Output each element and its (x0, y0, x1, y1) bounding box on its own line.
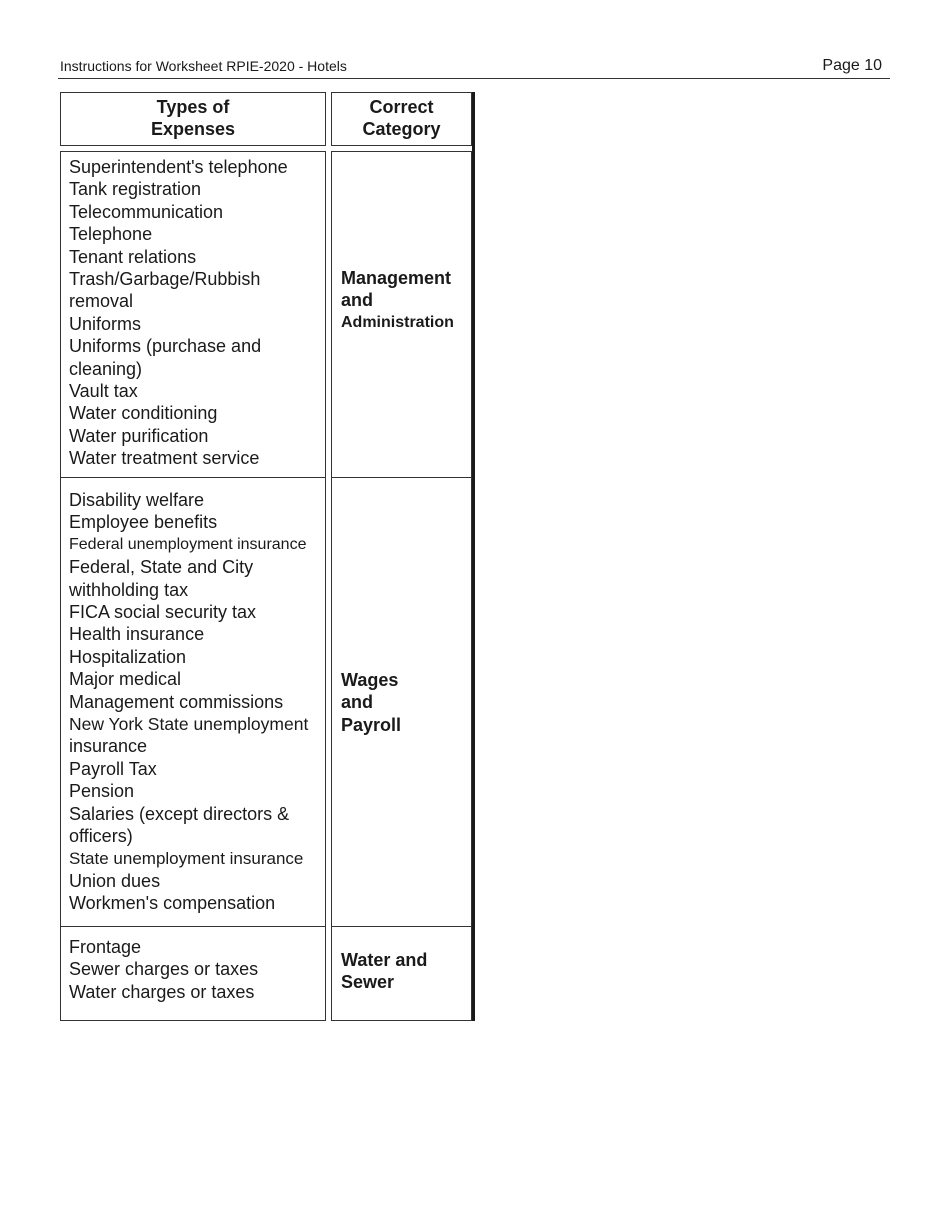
category-line: Management (341, 268, 452, 288)
expense-item: Tank registration (69, 179, 202, 200)
category-line: Administration (341, 313, 454, 331)
expense-item: Water charges or taxes (69, 981, 255, 1002)
column-header-correct-category (331, 92, 472, 146)
expense-item: Superintendent's telephone (69, 157, 288, 177)
expense-item: Major medical (69, 669, 182, 690)
expense-item: Frontage (69, 937, 142, 957)
expense-item: Sewer charges or taxes (69, 959, 259, 980)
expense-item: Telecommunication (69, 201, 224, 222)
expense-item: Salaries (except directors & (69, 803, 290, 824)
header-rule (58, 78, 890, 79)
expense-item: Workmen's compensation (69, 893, 276, 914)
document-title: Instructions for Worksheet RPIE-2020 - Hotels (60, 58, 347, 74)
category-line: and (341, 692, 374, 713)
expense-item: Uniforms (69, 313, 142, 334)
expense-item: Disability welfare (69, 490, 205, 510)
header-line: Correct (369, 97, 434, 117)
category-line: and (341, 290, 374, 311)
expense-item: New York State unemployment (69, 714, 309, 735)
expense-item: Pension (69, 781, 135, 802)
expense-item: Management commissions (69, 691, 284, 712)
expense-item: Union dues (69, 870, 161, 891)
expense-item: Tenant relations (69, 246, 197, 267)
expense-item: cleaning) (69, 358, 143, 379)
expense-category-table (60, 92, 478, 1021)
expense-item: withholding tax (69, 579, 189, 600)
expense-item: Water purification (69, 425, 209, 446)
category-line: Sewer (341, 972, 395, 993)
expense-item: Hospitalization (69, 646, 187, 667)
header-line: Types of (156, 97, 230, 117)
category-line: Water and (341, 950, 428, 970)
table-row-expenses (60, 477, 326, 927)
category-line: Payroll (341, 714, 402, 735)
page-number: Page 10 (822, 57, 882, 74)
table-row-expenses (60, 151, 326, 478)
expense-item: Payroll Tax (69, 758, 157, 779)
expense-item: Vault tax (69, 381, 138, 402)
expense-item: Telephone (69, 224, 153, 245)
expense-item: Federal, State and City (69, 557, 254, 578)
expense-item: Employee benefits (69, 512, 218, 533)
header-line: Category (362, 119, 441, 139)
table-row-category (331, 926, 472, 1021)
expense-item: removal (69, 291, 134, 312)
expense-item: insurance (69, 736, 148, 757)
column-header-types-of-expenses (60, 92, 326, 146)
expense-item: Water conditioning (69, 403, 218, 424)
expense-item: Trash/Garbage/Rubbish (69, 269, 261, 290)
expense-item: State unemployment insurance (69, 848, 304, 868)
table-row-category (331, 477, 472, 927)
expense-item: Water treatment service (69, 448, 260, 469)
expense-item: officers) (69, 826, 133, 847)
table-right-border (472, 92, 475, 1021)
header-line: Expenses (150, 119, 236, 139)
expense-item: FICA social security tax (69, 602, 257, 623)
table-row-expenses (60, 926, 326, 1021)
table-row-category (331, 151, 472, 478)
expense-item: Uniforms (purchase and (69, 336, 262, 357)
expense-item: Health insurance (69, 624, 205, 645)
category-line: Wages (341, 670, 399, 690)
expense-item: Federal unemployment insurance (69, 535, 307, 553)
